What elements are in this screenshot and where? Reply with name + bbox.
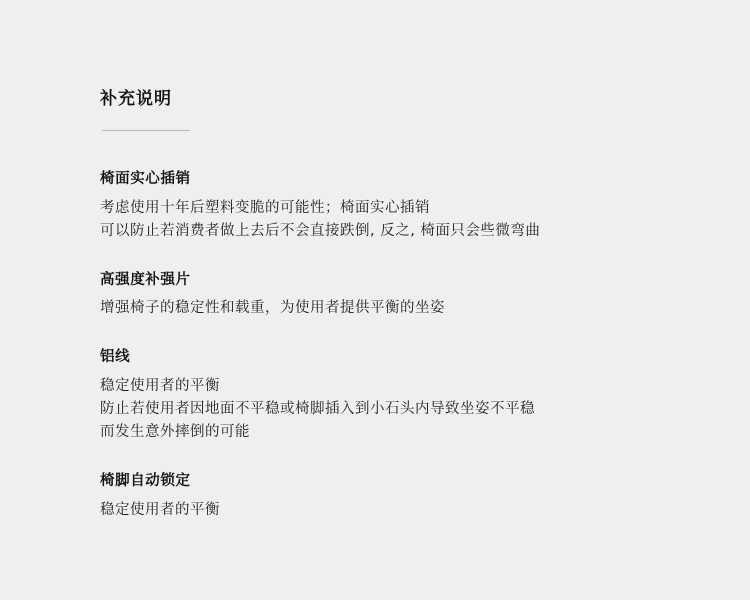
section-heading: 椅面实心插销 [100, 170, 191, 187]
section-heading: 铝线 [100, 348, 131, 365]
section-body-line: 考虑使用十年后塑料变脆的可能性；椅面实心插销 [100, 199, 430, 216]
section-body-line: 增强椅子的稳定性和载重，为使用者提供平衡的坐姿 [100, 300, 445, 317]
section-block [100, 169, 650, 244]
section-heading: 椅脚自动锁定 [100, 472, 191, 489]
title-divider [102, 130, 190, 131]
section-body-line: 可以防止若消费者做上去后不会直接跌倒, 反之, 椅面只会些微弯曲 [100, 223, 541, 240]
section-block [100, 471, 650, 522]
section-body-line: 稳定使用者的平衡 [100, 377, 220, 394]
sections-container [100, 169, 650, 522]
section-body-line: 稳定使用者的平衡 [100, 501, 220, 518]
section-body-line: 而发生意外摔倒的可能 [100, 424, 250, 441]
section-body-line: 防止若使用者因地面不平稳或椅脚插入到小石头内导致坐姿不平稳 [100, 400, 535, 417]
section-block [100, 347, 650, 445]
section-heading: 高强度补强片 [100, 271, 191, 288]
page-title: 补充说明 [100, 89, 172, 109]
section-block [100, 270, 650, 321]
